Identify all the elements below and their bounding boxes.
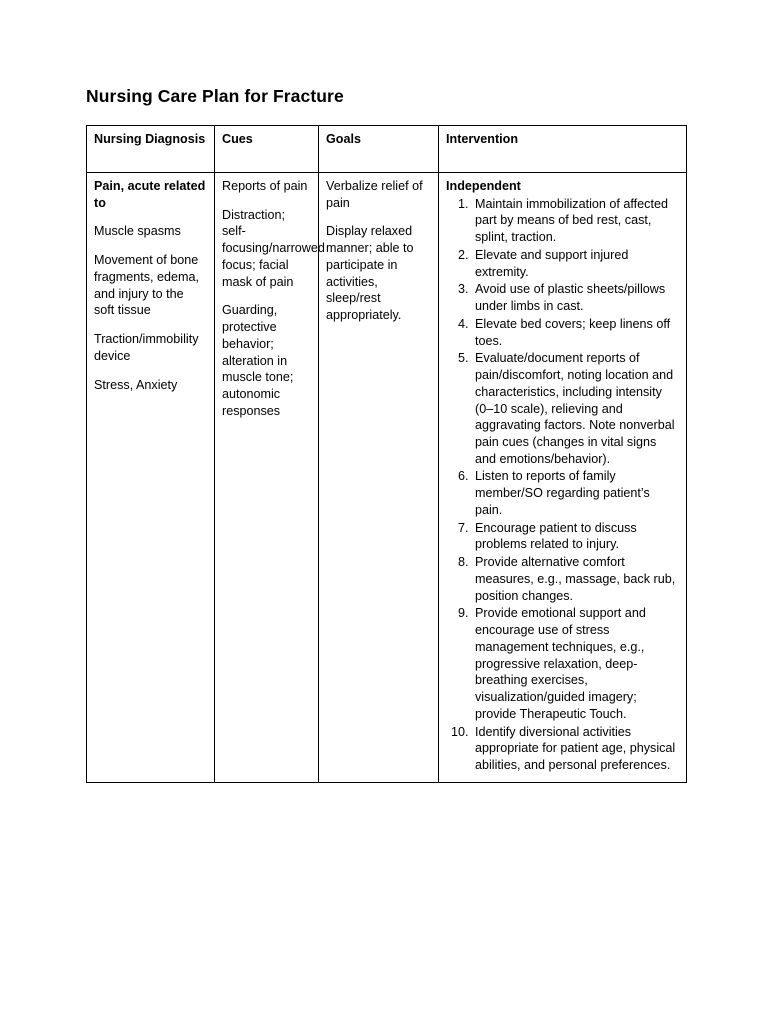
intervention-item: 7. Encourage patient to discuss problems related to injury. (472, 520, 679, 553)
table-header-row (87, 126, 687, 173)
cell-goals (319, 173, 439, 783)
diagnosis-primary: Pain, acute related to (94, 179, 206, 210)
intervention-item: 2. Elevate and support injured extremity. (472, 247, 679, 280)
column-header-diagnosis: Nursing Diagnosis (87, 126, 215, 173)
goals-item: Display relaxed manner; able to participate in activities, sleep/rest appropriately. (326, 224, 414, 323)
intervention-item: 10. Identify diversional activities appropriate for patient age, physical abilities, and personal preferences. (472, 724, 679, 774)
cell-diagnosis (87, 173, 215, 783)
column-header-cues: Cues (215, 126, 319, 173)
intervention-item: 8. Provide alternative comfort measures, e.g., massage, back rub, position changes. (472, 554, 679, 604)
goals-item: Verbalize relief of pain (326, 179, 423, 210)
page-title: Nursing Care Plan for Fracture (86, 86, 344, 106)
table-row (87, 173, 687, 783)
intervention-item: 1. Maintain immobilization of affected part by means of bed rest, cast, splint, traction. (472, 196, 679, 246)
intervention-item: 4. Elevate bed covers; keep linens off toes. (472, 316, 679, 349)
intervention-item: 3. Avoid use of plastic sheets/pillows under limbs in cast. (472, 281, 679, 314)
intervention-section-label: Independent (446, 179, 521, 193)
intervention-item: 6. Listen to reports of family member/SO regarding patient’s pain. (472, 468, 679, 518)
column-header-intervention: Intervention (439, 126, 687, 173)
cues-item: Guarding, protective behavior; alteration in muscle tone; autonomic responses (222, 303, 294, 418)
column-header-goals: Goals (319, 126, 439, 173)
cues-item: Reports of pain (222, 179, 308, 193)
cell-intervention (439, 173, 687, 783)
intervention-item: 9. Provide emotional support and encourage use of stress management techniques, e.g., progressive relaxation, deep-breathing exercises, visualization/guided imagery; provide Therapeutic Touch. (472, 605, 679, 722)
intervention-item: 5. Evaluate/document reports of pain/discomfort, noting location and characteristics, including intensity (0–10 scale), relieving and aggravating factors. Note nonverbal pain cues (changes in vital signs and emotions/behavior). (472, 350, 679, 467)
cues-item: Distraction; self-focusing/narrowed focus; facial mask of pain (222, 207, 325, 289)
cell-cues (215, 173, 325, 783)
diagnosis-item: Muscle spasms (94, 224, 181, 239)
care-plan-table (86, 125, 687, 783)
diagnosis-item: Movement of bone fragments, edema, and injury to the soft tissue (94, 253, 199, 318)
diagnosis-item: Stress, Anxiety (94, 377, 178, 392)
intervention-list (446, 196, 679, 774)
diagnosis-item: Traction/immobility device (94, 332, 199, 363)
